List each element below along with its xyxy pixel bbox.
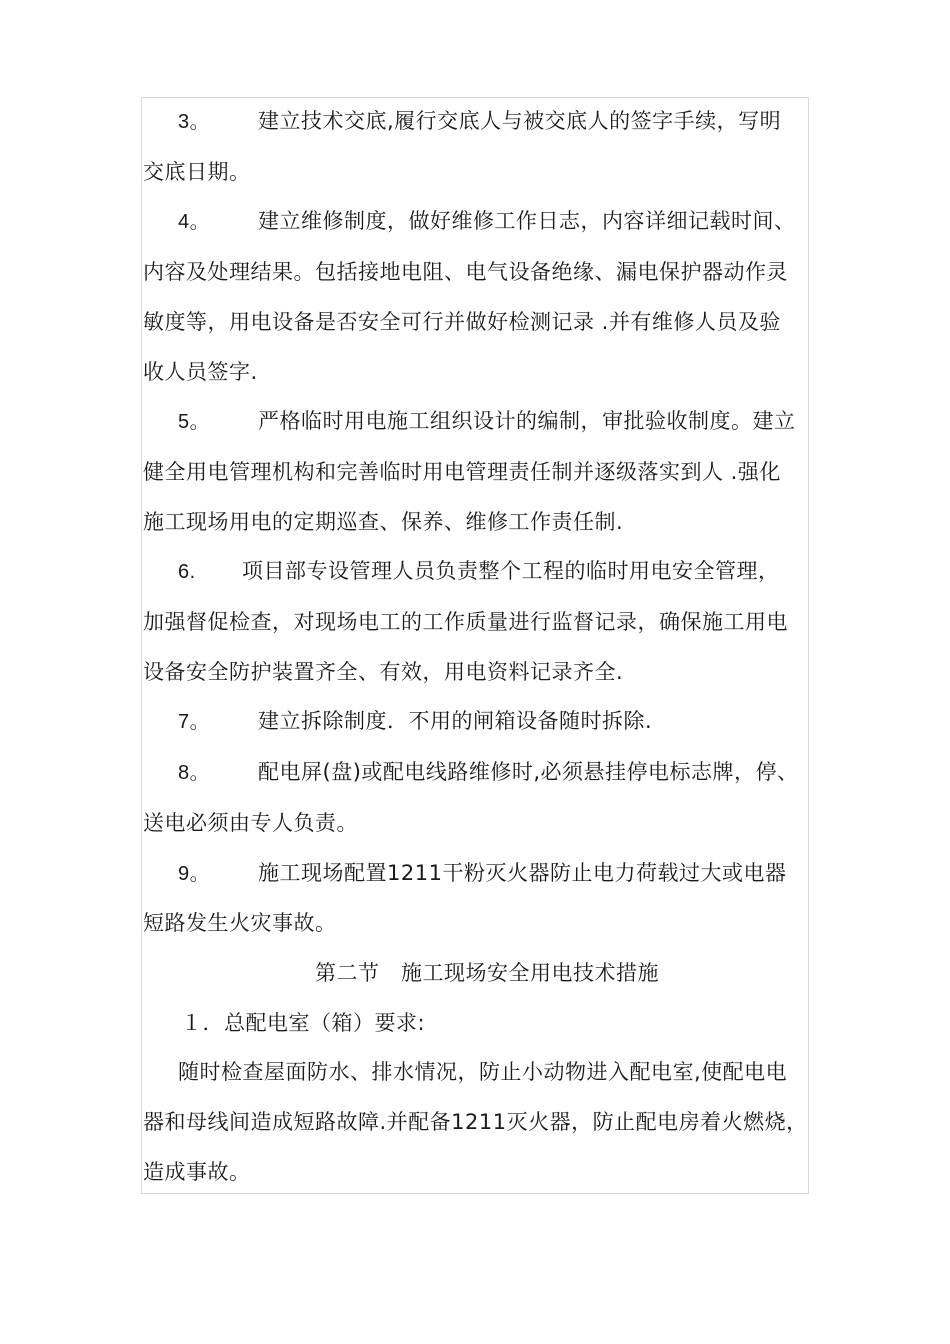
item-text-line: 送电必须由专人负责。 bbox=[143, 810, 358, 835]
item-text-line: 严格临时用电施工组织设计的编制，审批验收制度。建立 bbox=[258, 409, 796, 434]
list-item-8 bbox=[143, 748, 811, 848]
item-number: 6. bbox=[178, 561, 196, 584]
section-heading: 第二节 施工现场安全用电技术措施 bbox=[315, 960, 659, 985]
item-text-line: 设备安全防护装置齐全、有效，用电资料记录齐全. bbox=[143, 659, 624, 684]
item-number: 3。 bbox=[178, 111, 211, 133]
item-text-line: 短路发生火灾事故。 bbox=[143, 911, 337, 936]
item-text-line: 加强督促检查，对现场电工的工作质量进行监督记录，确保施工用电 bbox=[143, 610, 788, 635]
item-text-line: 内容及处理结果。包括接地电阻、电气设备绝缘、漏电保护器动作灵 bbox=[143, 260, 788, 285]
item-text-line: 配电屏(盘)或配电线路维修时,必须悬挂停电标志牌，停、 bbox=[258, 760, 799, 785]
item-text-line: 健全用电管理机构和完善临时用电管理责任制并逐级落实到人 .强化 bbox=[143, 459, 781, 484]
item-text-line: 敏度等，用电设备是否安全可行并做好检测记录 .并有维修人员及验 bbox=[143, 309, 781, 334]
list-item-4 bbox=[143, 197, 811, 397]
item-text-line: 交底日期。 bbox=[143, 159, 251, 184]
list-item-5 bbox=[143, 397, 811, 547]
final-paragraph bbox=[143, 1048, 811, 1197]
item-text-line: 项目部专设管理人员负责整个工程的临时用电安全管理， bbox=[242, 559, 780, 584]
item-number: 7。 bbox=[178, 711, 211, 734]
item-text-line: 建立拆除制度．不用的闸箱设备随时拆除. bbox=[258, 709, 653, 734]
paragraph-line: 随时检查屋面防水、排水情况，防止小动物进入配电室,使配电电 bbox=[178, 1060, 788, 1085]
item-text-line: 收人员签字. bbox=[143, 359, 258, 384]
paragraph-line: 器和母线间造成短路故障.并配备1211灭火器，防止配电房着火燃烧， bbox=[143, 1110, 808, 1135]
item-text-line: 建立维修制度，做好维修工作日志，内容详细记载时间、 bbox=[258, 209, 796, 234]
list-item-9 bbox=[143, 849, 811, 949]
sub-heading: １．总配电室（箱）要求: bbox=[181, 1010, 426, 1035]
item-number: 4。 bbox=[178, 211, 211, 234]
item-number: 9。 bbox=[178, 862, 211, 885]
item-text-line: 建立技术交底,履行交底人与被交底人的签字手续，写明 bbox=[258, 109, 782, 133]
item-number: 5。 bbox=[178, 411, 211, 434]
list-item-6 bbox=[143, 547, 811, 697]
item-text-line: 施工现场配置1211干粉灭火器防止电力荷载过大或电器 bbox=[258, 860, 787, 885]
item-text-line: 施工现场用电的定期巡查、保养、维修工作责任制. bbox=[143, 509, 624, 534]
list-item-3 bbox=[143, 97, 811, 197]
item-number: 8。 bbox=[178, 762, 211, 785]
list-item-7 bbox=[143, 697, 811, 748]
paragraph-line: 造成事故。 bbox=[143, 1159, 251, 1184]
document-body bbox=[143, 97, 811, 1197]
